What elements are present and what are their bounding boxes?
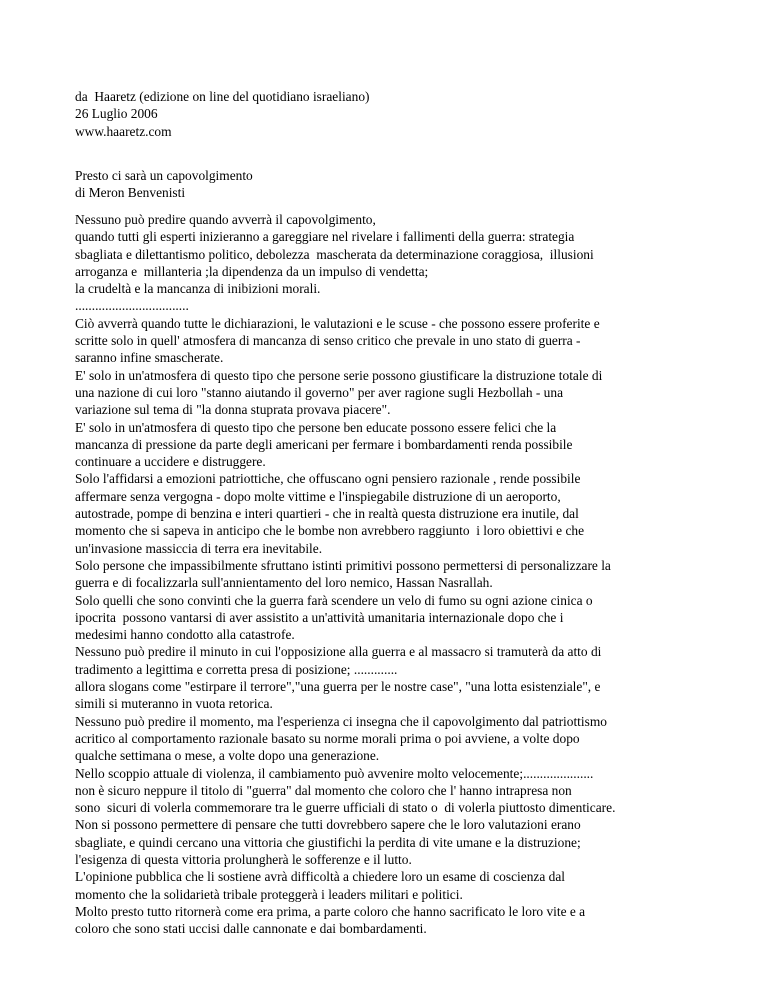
article-body-line: simili si muteranno in vuota retorica. [75,696,273,712]
article-body-line: Solo quelli che sono convinti che la guerra farà scendere un velo di fumo su ogni azione cinica o [75,592,593,608]
article-body-line: un'invasione massiccia di terra era inevitabile. [75,540,323,556]
article-body-line: sbagliate, e quindi cercano una vittoria che giustifichi la perdita di vite umane e la distruzione; [75,834,581,850]
article-body-line: .................................. [75,298,189,314]
article-body-line: Ciò avverrà quando tutte le dichiarazioni, le valutazioni e le scuse - che possono essere proferite e [75,315,600,331]
article-body-line: variazione sul tema di "la donna stuprata provava piacere". [75,402,391,418]
source-date: 26 Luglio 2006 [75,106,158,122]
article-body-line: affermare senza vergogna - dopo molte vittime e l'inspiegabile distruzione di un aeroporto, [75,488,561,504]
article-body-line: Molto presto tutto ritornerà come era prima, a parte coloro che hanno sacrificato le loro vite e a [75,903,586,919]
article-body-line: Solo persone che impassibilmente sfruttano istinti primitivi possono permettersi di personalizzare la [75,557,611,573]
article-body-line: sbagliata e dilettantismo politico, debolezza mascherata da determinazione coraggiosa, illusioni [75,246,594,262]
article-body [75,211,755,937]
article-body-line: ipocrita possono vantarsi di aver assistito a un'attività umanitaria internazionale dopo che i [75,609,564,625]
article-body-line: guerra e di focalizzarla sull'annientamento del loro nemico, Hassan Nasrallah. [75,575,493,591]
article-body-line: mancanza di pressione da parte degli americani per fermare i bombardamenti renda possibile [75,436,573,452]
source-info [75,88,755,140]
article-body-line: acritico al comportamento razionale basato su norme morali prima o poi avviene, a volte dopo [75,730,580,746]
article-body-line: continuare a uccidere e distruggere. [75,454,266,470]
article-body-line: la crudeltà e la mancanza di inibizioni morali. [75,281,321,297]
article-body-line: allora slogans come "estirpare il terrore","una guerra per le nostre case", "una lotta esistenziale", e [75,679,601,695]
article-body-line: E' solo in un'atmosfera di questo tipo che persone ben educate possono essere felici che la [75,419,557,435]
article-body-line: tradimento a legittima e corretta presa di posizione; ............. [75,661,398,677]
source-publication: da Haaretz (edizione on line del quotidiano israeliano) [75,89,370,104]
source-url: www.haaretz.com [75,123,172,139]
article-body-line: coloro che sono stati uccisi dalle cannonate e dai bombardamenti. [75,921,427,937]
article-body-line: una nazione di cui loro "stanno aiutando il governo" per aver ragione sugli Hezbollah - una [75,384,564,400]
article-body-line: Nessuno può predire quando avverrà il capovolgimento, [75,212,376,227]
article-body-line: quando tutti gli esperti inizieranno a gareggiare nel rivelare i fallimenti della guerra: strategia [75,229,575,245]
article-body-line: qualche settimana o mese, a volte dopo una generazione. [75,748,380,764]
article-body-line: scritte solo in quell' atmosfera di mancanza di senso critico che prevale in uno stato di guerra - [75,333,581,349]
article-body-line: l'esigenza di questa vittoria prolungherà le sofferenze e il lutto. [75,851,412,867]
article-body-line: E' solo in un'atmosfera di questo tipo che persone serie possono giustificare la distruzione totale di [75,367,603,383]
article-body-line: Solo l'affidarsi a emozioni patriottiche, che offuscano ogni pensiero razionale , rende possibile [75,471,581,487]
article-body-line: momento che la solidarietà tribale proteggerà i leaders militari e politici. [75,886,463,902]
article-title: Presto ci sarà un capovolgimento [75,168,253,183]
article-body-line: Nessuno può predire il minuto in cui l'opposizione alla guerra e al massacro si tramuterà da atto di [75,644,602,660]
article-header [75,167,755,202]
article-body-line: saranno infine smascherate. [75,350,224,366]
article-body-line: medesimi hanno condotto alla catastrofe. [75,627,295,643]
article-body-line: Non si possono permettere di pensare che tutti dovrebbero sapere che le loro valutazioni erano [75,817,581,833]
article-body-line: arroganza e millanteria ;la dipendenza da un impulso di vendetta; [75,263,429,279]
article-body-line: L'opinione pubblica che li sostiene avrà difficoltà a chiedere loro un esame di coscienza dal [75,869,565,885]
article-byline: di Meron Benvenisti [75,185,186,201]
article-body-line: Nessuno può predire il momento, ma l'esperienza ci insegna che il capovolgimento dal patriottismo [75,713,607,729]
article-body-line: autostrade, pompe di benzina e interi quartieri - che in realtà questa distruzione era inutile, dal [75,506,579,522]
article-body-line: sono sicuri di volerla commemorare tra le guerre ufficiali di stato o di volerla piuttosto dimenticare. [75,800,616,816]
article-body-line: Nello scoppio attuale di violenza, il cambiamento può avvenire molto velocemente;..................... [75,765,594,781]
article-body-line: momento che si sapeva in anticipo che le bombe non avrebbero raggiunto i loro obiettivi e che [75,523,585,539]
article-body-line: non è sicuro neppure il titolo di "guerra" dal momento che coloro che l' hanno intrapresa non [75,782,572,798]
